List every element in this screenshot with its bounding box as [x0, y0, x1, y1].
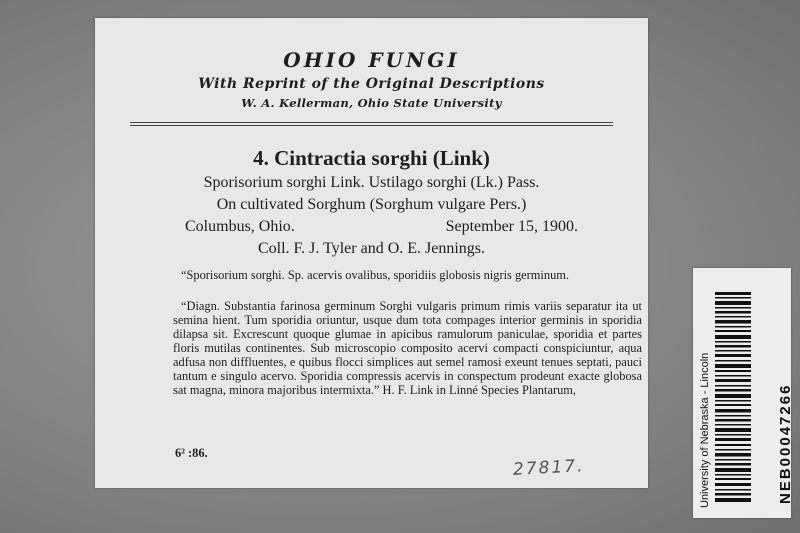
- specimen-date: September 15, 1900.: [445, 218, 578, 235]
- specimen-host: On cultivated Sorghum (Sorghum vulgare Pers.): [216, 196, 527, 213]
- barcode-number: NEB00047266: [777, 383, 794, 504]
- location-row: [185, 218, 578, 236]
- divider-bottom: [130, 125, 613, 126]
- barcode-icon: [715, 292, 751, 502]
- specimen-collectors: Coll. F. J. Tyler and O. E. Jennings.: [257, 240, 486, 257]
- specimen-title: 4. Cintractia sorghi (Link): [253, 146, 490, 170]
- barcode-label: [693, 268, 794, 518]
- divider-top: [130, 122, 613, 123]
- description-paragraph-1: “Sporisorium sorghi. Sp. acervis ovalibus, sporidiis globosis nigris germinum.: [181, 268, 569, 282]
- label-title: OHIO FUNGI: [283, 48, 460, 72]
- specimen-label: [95, 18, 648, 488]
- description-paragraph-2: “Diagn. Substantia farinosa germinum Sorghi vulgaris primum rimis variis separatur ita ut semina hient. Tum sporidia oriuntur, usque dum tota compages interior germinis in sporidia dilapsa sit. Excrescunt quoque glumae in apicibus ramulorum paniculae, sporidia et partes floris mutilas continentes. Sub microscopio composito acervi compacti conspiciuntur, aqua adfusa non diffluentes, e quibus flocci simplices aut semel ramosi exeunt tenues septati, pauci tantum e singulo acervo. Sporidia compressis acervis in conspectum prodeunt exacte globosa sat magna, minora majoribus intermixta.” H. F. Link in Linné Species Plantarum,: [173, 299, 642, 397]
- label-author: W. A. Kellerman, Ohio State University: [241, 96, 502, 110]
- label-subtitle: With Reprint of the Original Descriptions: [198, 76, 545, 92]
- specimen-location: Columbus, Ohio.: [185, 218, 295, 235]
- barcode-institution: University of Nebraska - Lincoln: [699, 352, 711, 508]
- handwritten-number: 27817.: [512, 456, 585, 480]
- description-citation: 6² :86.: [175, 446, 208, 460]
- specimen-synonyms: Sporisorium sorghi Link. Ustilago sorghi (Lk.) Pass.: [203, 174, 540, 191]
